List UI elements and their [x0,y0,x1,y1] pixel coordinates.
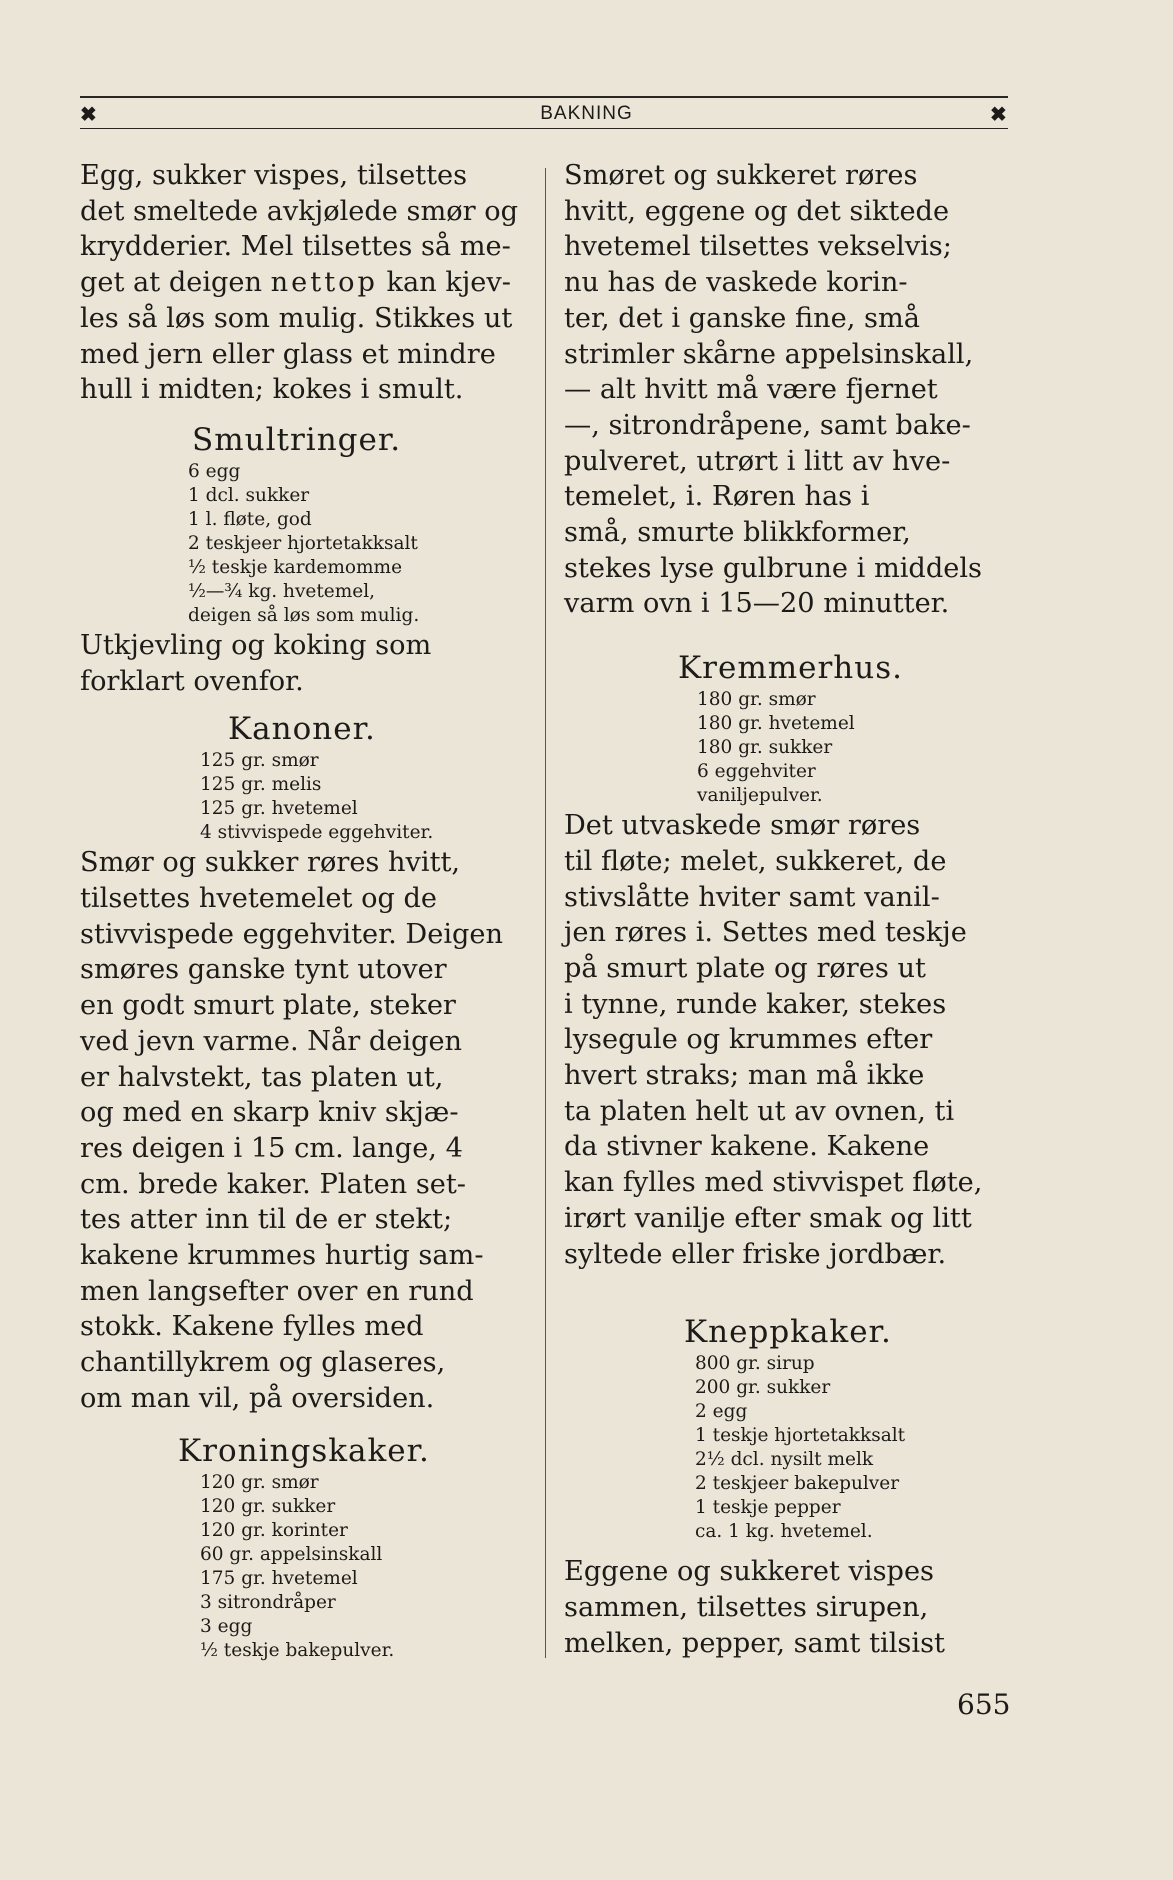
ingredient: ½ teskje bakepulver. [200,1639,395,1661]
ingredient: 2½ dcl. nysilt melk [695,1449,874,1471]
ingredient: 3 egg [200,1615,253,1637]
ingredient: 3 sitrondråper [200,1591,336,1613]
ingredient: 125 gr. hvetemel [200,798,358,820]
text-line: nu has de vaskede korin- [564,267,908,299]
ingredient: ½—¾ kg. hvetemel, [188,580,376,602]
ingredient: ca. 1 kg. hvetemel. [695,1521,873,1543]
header-rule-bottom [80,128,1008,129]
text-line: pulveret, utrørt i litt av hve- [564,445,951,477]
text-line: smøres ganske tynt utover [80,954,447,986]
ingredient: 120 gr. sukker [200,1495,336,1517]
ingredient: 6 egg [188,460,241,482]
text-line: syltede eller friske jordbær. [564,1238,947,1270]
ingredient: 1 teskje hjortetakksalt [695,1425,906,1447]
ingredient: 1 dcl. sukker [188,484,310,506]
text-line: tes atter inn til de er stekt; [80,1204,453,1236]
header-rule-top [80,96,1008,98]
text-line: chantillykrem og glaseres, [80,1347,446,1379]
page-number: 655 [957,1688,1011,1721]
ingredient: 1 teskje pepper [695,1497,841,1519]
recipe-text-kanoner [80,845,530,1416]
ingredient-list [564,688,1014,808]
recipe-title-smultringer: Smultringer. [192,421,402,458]
recipe-title-kremmerhus: Kremmerhus. [678,650,903,687]
ingredient: deigen så løs som mulig. [188,604,420,626]
text-line: sammen, tilsettes sirupen, [564,1591,929,1623]
intro-paragraph [564,158,1014,622]
text-line: ved jevn varme. Når deigen [80,1025,463,1057]
text-line: hvetemel tilsettes vekselvis; [564,231,952,263]
text-line: Det utvaskede smør røres [564,810,921,842]
ingredient-list [80,1471,530,1663]
text-line: Egg, sukker vispes, tilsettes [80,160,468,191]
text-line: jen røres i. Settes med teskje [564,917,967,949]
text-line: på smurt plate og røres ut [564,952,926,984]
ingredient: 200 gr. sukker [695,1377,831,1399]
text-line: Utkjevling og koking som [80,629,432,661]
ingredient: 120 gr. smør [200,1471,319,1493]
text-line: res deigen i 15 cm. lange, 4 [80,1132,463,1164]
ingredient: 60 gr. appelsinskall [200,1543,383,1565]
text-line: stokk. Kakene fylles med [80,1311,424,1343]
text-line: ter, det i ganske fine, små [564,302,920,334]
ingredient: 800 gr. sirup [695,1353,815,1375]
recipe-title-kroningskaker: Kroningskaker. [178,1432,430,1469]
text-line: Smøret og sukkeret røres [564,160,918,191]
text-line: stivslåtte hviter samt vanil- [564,881,940,913]
ingredient: 125 gr. melis [200,774,322,796]
text-line: er halvstekt, tas platen ut, [80,1061,444,1093]
right-column [564,158,1014,1661]
ingredient: 4 stivvispede eggehviter. [200,822,434,844]
column-divider [545,168,546,1658]
ingredient: 2 teskjeer bakepulver [695,1473,900,1495]
text-line: Smør og sukker røres hvitt, [80,847,461,879]
recipe-title-kanoner: Kanoner. [228,711,376,748]
ingredient-list [80,749,530,845]
header-ornament-left: ✖ [80,102,97,126]
text-line: om man vil, på oversiden. [80,1382,435,1414]
text-line: og med en skarp kniv skjæ- [80,1097,459,1129]
recipe-text-kremmerhus [564,808,1014,1272]
text-line: kan fylles med stivvispet fløte, [564,1167,983,1199]
ingredient: 2 teskjeer hjortetakksalt [188,532,418,554]
text-line: en godt smurt plate, steker [80,990,456,1022]
text-line: temelet, i. Røren has i [564,481,870,513]
text-line: strimler skårne appelsinskall, [564,338,974,370]
text-line: cm. brede kaker. Platen set- [80,1168,466,1200]
text-line: —, sitrondråpene, samt bake- [564,409,971,441]
text-run: get at deigen [80,267,271,299]
text-line: i tynne, runde kaker, stekes [564,988,947,1020]
text-line: stekes lyse gulbrune i middels [564,552,982,584]
running-header: BAKNING [540,103,633,124]
text-line: krydderier. Mel tilsettes så me- [80,231,511,263]
ingredient: ½ teskje kardemomme [188,556,403,578]
text-line: til fløte; melet, sukkeret, de [564,845,947,877]
text-line: det smeltede avkjølede smør og [80,195,519,227]
ingredient: 180 gr. sukker [697,737,833,759]
recipe-title-kneppkaker: Kneppkaker. [684,1314,892,1351]
header-ornament-right: ✖ [990,102,1007,126]
text-line: stivvispede eggehviter. Deigen [80,918,504,950]
ingredient: 125 gr. smør [200,750,319,772]
ingredient-list [80,460,530,628]
text-run: kan kjev- [377,267,511,299]
recipe-text-kneppkaker [564,1554,1014,1661]
text-line: ta platen helt ut av ovnen, ti [564,1095,955,1127]
text-line: lysegule og krummes efter [564,1024,933,1056]
emphasis-spaced: nettop [270,267,378,299]
text-line: da stivner kakene. Kakene [564,1131,930,1163]
text-line: forklart ovenfor. [80,665,304,697]
text-line: varm ovn i 15—20 minutter. [564,588,950,620]
text-line: les så løs som mulig. Stikkes ut [80,302,513,334]
text-line: melken, pepper, samt tilsist [564,1627,945,1659]
ingredient: 180 gr. hvetemel [697,713,855,735]
intro-paragraph [80,158,530,408]
text-line: hvert straks; man må ikke [564,1060,925,1092]
text-line [80,265,530,301]
text-line: — alt hvitt må være fjernet [564,374,938,406]
ingredient: 180 gr. smør [697,689,816,711]
ingredient: 120 gr. korinter [200,1519,348,1541]
ingredient: 2 egg [695,1401,748,1423]
text-line: men langsefter over en rund [80,1275,474,1307]
left-column [80,158,530,1663]
text-line: Eggene og sukkeret vispes [564,1556,935,1588]
text-line: irørt vanilje efter smak og litt [564,1202,972,1234]
ingredient-list [564,1352,1014,1544]
ingredient: 6 eggehviter [697,761,816,783]
text-line: hull i midten; kokes i smult. [80,374,464,406]
ingredient: vaniljepulver. [697,785,823,807]
text-line: tilsettes hvetemelet og de [80,883,437,915]
ingredient: 1 l. fløte, god [188,508,312,530]
text-line: hvitt, eggene og det siktede [564,195,950,227]
ingredient: 175 gr. hvetemel [200,1567,358,1589]
text-line: kakene krummes hurtig sam- [80,1240,484,1272]
text-line: små, smurte blikkformer, [564,517,911,549]
text-line: med jern eller glass et mindre [80,338,496,370]
